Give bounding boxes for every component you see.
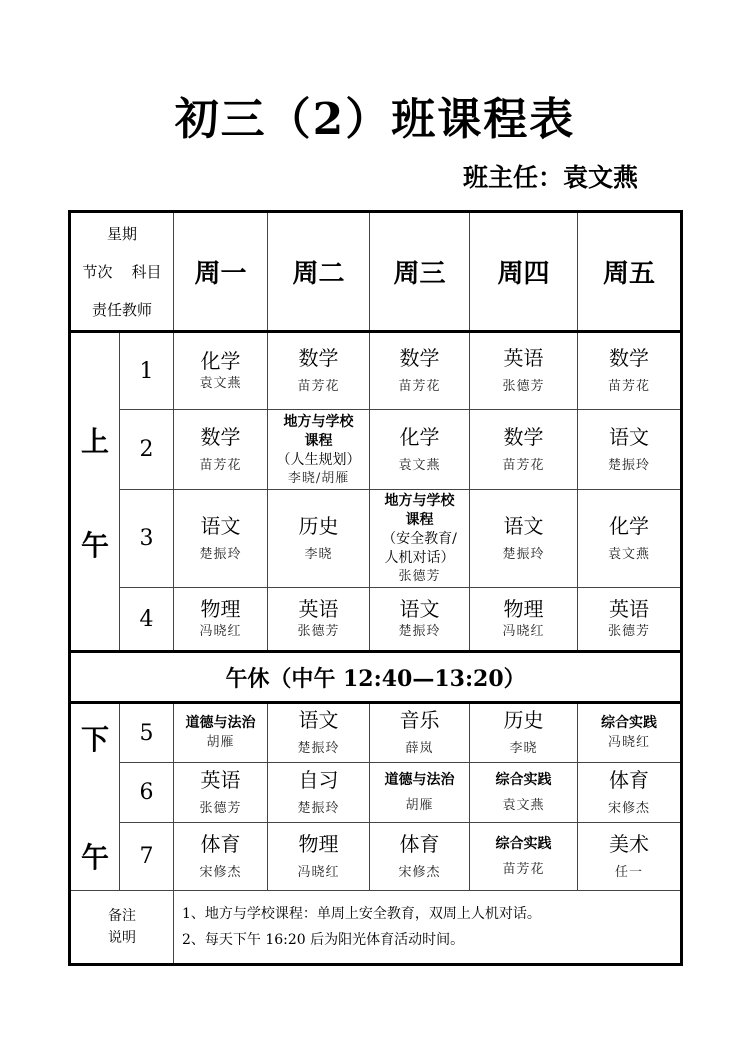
schedule-cell: 综合实践 冯晓红 <box>578 703 682 763</box>
schedule-cell: 物理 冯晓红 <box>174 588 268 652</box>
table-row <box>70 763 682 823</box>
table-row <box>70 490 682 588</box>
schedule-cell: 体育 宋修杰 <box>174 823 268 891</box>
header-corner <box>70 212 174 332</box>
period-subject-label <box>71 253 173 291</box>
schedule-table <box>68 210 683 966</box>
teacher-label: 责任教师 <box>92 300 153 319</box>
period-number: 2 <box>120 410 174 490</box>
period-number: 3 <box>120 490 174 588</box>
noon-break: 午休（中午 12:40—13:20） <box>70 652 682 703</box>
period-number: 6 <box>120 763 174 823</box>
schedule-cell: 语文 楚振玲 <box>268 703 370 763</box>
schedule-cell: 自习 楚振玲 <box>268 763 370 823</box>
notes-text <box>174 891 682 965</box>
period-number: 4 <box>120 588 174 652</box>
period-label: 节次 <box>82 262 113 281</box>
schedule-cell: 数学 苗芳花 <box>470 410 578 490</box>
schedule-cell: 历史 李晓 <box>470 703 578 763</box>
day-header-tue: 周二 <box>268 212 370 332</box>
head-teacher: 班主任：袁文燕 <box>462 163 638 192</box>
schedule-cell: 语文 楚振玲 <box>174 490 268 588</box>
schedule-cell: 英语 张德芳 <box>268 588 370 652</box>
schedule-cell: 数学 苗芳花 <box>370 332 470 410</box>
schedule-cell: 地方与学校 课程 （人生规划） 李晓/胡雁 <box>268 410 370 490</box>
morning-label: 上 午 <box>70 332 120 652</box>
notes-row <box>70 891 682 965</box>
day-header-wed: 周三 <box>370 212 470 332</box>
table-row <box>70 703 682 763</box>
schedule-cell: 地方与学校 课程 （安全教育/ 人机对话） 张德芳 <box>370 490 470 588</box>
day-header-mon: 周一 <box>174 212 268 332</box>
subject-label: 科目 <box>131 262 162 281</box>
header-row <box>70 212 682 332</box>
schedule-cell: 英语 张德芳 <box>174 763 268 823</box>
notes-label: 备注 说明 <box>70 891 174 965</box>
schedule-cell: 综合实践 袁文燕 <box>470 763 578 823</box>
table-row <box>70 823 682 891</box>
schedule-cell: 化学 袁文燕 <box>370 410 470 490</box>
schedule-cell: 英语 张德芳 <box>470 332 578 410</box>
table-row <box>70 332 682 410</box>
schedule-cell: 语文 楚振玲 <box>470 490 578 588</box>
schedule-cell: 美术 任一 <box>578 823 682 891</box>
day-header-thu: 周四 <box>470 212 578 332</box>
schedule-cell: 数学 苗芳花 <box>578 332 682 410</box>
schedule-cell: 语文 楚振玲 <box>578 410 682 490</box>
schedule-cell: 物理 冯晓红 <box>470 588 578 652</box>
period-number: 7 <box>120 823 174 891</box>
schedule-cell: 道德与法治 胡雁 <box>174 703 268 763</box>
schedule-cell: 历史 李晓 <box>268 490 370 588</box>
period-number: 1 <box>120 332 174 410</box>
schedule-cell: 综合实践 苗芳花 <box>470 823 578 891</box>
table-row <box>70 410 682 490</box>
schedule-cell: 化学 袁文燕 <box>174 332 268 410</box>
weekday-label: 星期 <box>107 224 138 243</box>
schedule-cell: 数学 苗芳花 <box>174 410 268 490</box>
schedule-cell: 英语 张德芳 <box>578 588 682 652</box>
note-line-1: 1、地方与学校课程：单周上安全教育，双周上人机对话。 <box>182 906 541 922</box>
period-number: 5 <box>120 703 174 763</box>
schedule-cell: 化学 袁文燕 <box>578 490 682 588</box>
schedule-cell: 体育 宋修杰 <box>370 823 470 891</box>
page-title: 初三（2）班课程表 <box>174 94 576 145</box>
table-row <box>70 588 682 652</box>
schedule-cell: 音乐 薛岚 <box>370 703 470 763</box>
noon-break-row <box>70 652 682 703</box>
schedule-cell: 道德与法治 胡雁 <box>370 763 470 823</box>
schedule-cell: 体育 宋修杰 <box>578 763 682 823</box>
schedule-cell: 物理 冯晓红 <box>268 823 370 891</box>
afternoon-label: 下 午 <box>70 703 120 891</box>
day-header-fri: 周五 <box>578 212 682 332</box>
note-line-2: 2、每天下午 16:20 后为阳光体育活动时间。 <box>182 932 465 948</box>
schedule-cell: 语文 楚振玲 <box>370 588 470 652</box>
schedule-cell: 数学 苗芳花 <box>268 332 370 410</box>
